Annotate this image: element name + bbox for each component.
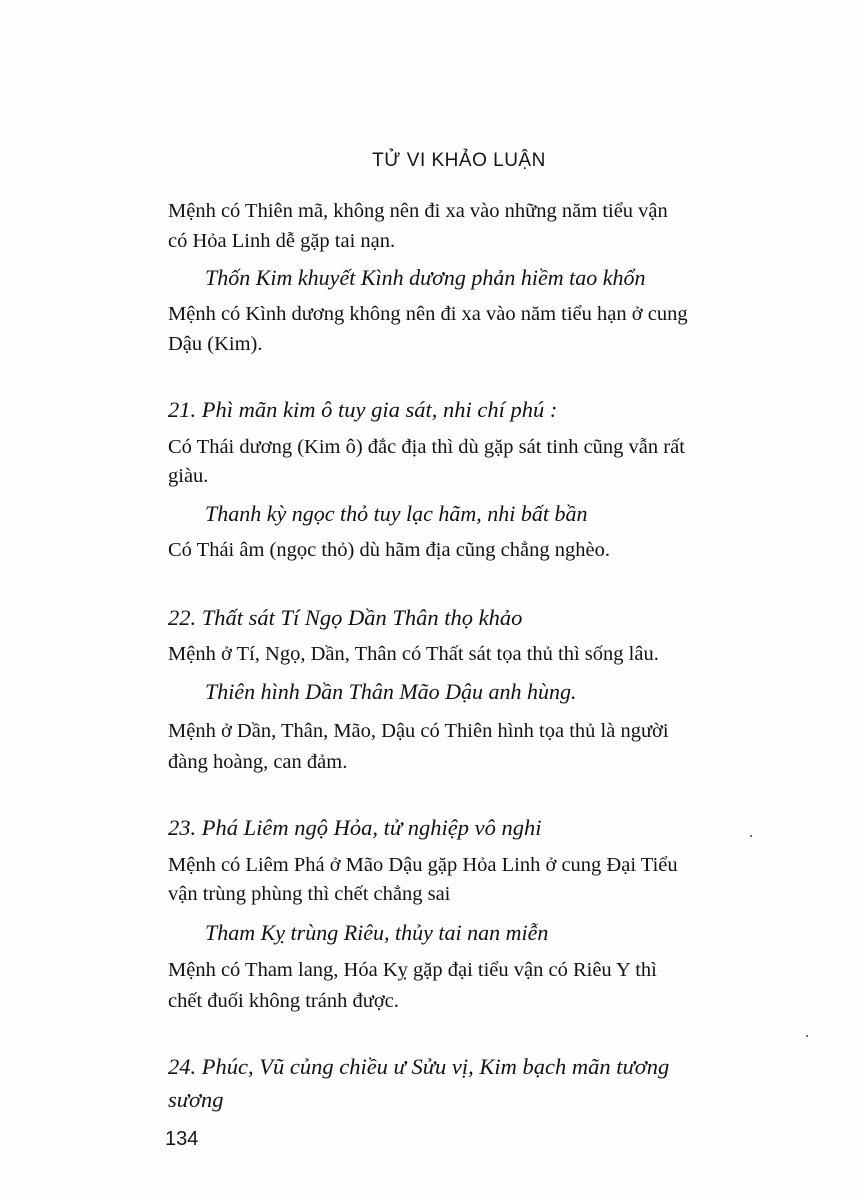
- section-heading-23: 23. Phá Liêm ngộ Hỏa, tử nghiệp vô nghi: [168, 815, 542, 840]
- paragraph-line: đàng hoàng, can đảm.: [168, 751, 348, 773]
- verse-line: Tham Kỵ trùng Riêu, thủy tai nan miễn: [205, 920, 549, 945]
- paragraph-line: Mệnh ở Tí, Ngọ, Dần, Thân có Thất sát tọa thủ thì sống lâu.: [168, 643, 659, 665]
- paragraph-line: Mệnh có Kình dương không nên đi xa vào năm tiểu hạn ở cung: [168, 303, 688, 325]
- section-heading-21: 21. Phì mãn kim ô tuy gia sát, nhi chí phú :: [168, 397, 558, 422]
- verse-line: Thiên hình Dần Thân Mão Dậu anh hùng.: [205, 679, 577, 704]
- paragraph-line: Có Thái dương (Kim ô) đắc địa thì dù gặp sát tinh cũng vẫn rất: [168, 436, 685, 458]
- paragraph-line: Có Thái âm (ngọc thỏ) dù hãm địa cũng chẳng nghèo.: [168, 539, 610, 561]
- page-number: 134: [165, 1128, 199, 1150]
- paragraph-line: Mệnh có Thiên mã, không nên đi xa vào những năm tiểu vận: [168, 200, 668, 222]
- paragraph-line: Dậu (Kim).: [168, 333, 263, 355]
- running-head: TỬ VI KHẢO LUẬN: [372, 150, 546, 171]
- section-heading-24: 24. Phúc, Vũ củng chiều ư Sửu vị, Kim bạch mãn tương: [168, 1054, 670, 1079]
- scan-speck: [750, 835, 752, 837]
- section-heading-22: 22. Thất sát Tí Ngọ Dần Thân thọ khảo: [168, 605, 523, 630]
- scan-speck: [806, 1035, 808, 1037]
- paragraph-line: Mệnh có Liêm Phá ở Mão Dậu gặp Hỏa Linh ở cung Đại Tiểu: [168, 854, 678, 876]
- paragraph-line: Mệnh ở Dần, Thân, Mão, Dậu có Thiên hình tọa thủ là người: [168, 720, 669, 742]
- paragraph-line: có Hỏa Linh dễ gặp tai nạn.: [168, 230, 396, 252]
- verse-line: Thanh kỳ ngọc thỏ tuy lạc hãm, nhi bất bần: [205, 501, 588, 526]
- verse-line: Thốn Kim khuyết Kình dương phản hiềm tao khổn: [205, 265, 646, 290]
- paragraph-line: Mệnh có Tham lang, Hóa Kỵ gặp đại tiểu vận có Riêu Y thì: [168, 959, 657, 981]
- paragraph-line: giàu.: [168, 465, 209, 487]
- section-heading-24-cont: sương: [168, 1087, 224, 1112]
- paragraph-line: vận trùng phùng thì chết chẳng sai: [168, 883, 451, 905]
- paragraph-line: chết đuối không tránh được.: [168, 990, 399, 1012]
